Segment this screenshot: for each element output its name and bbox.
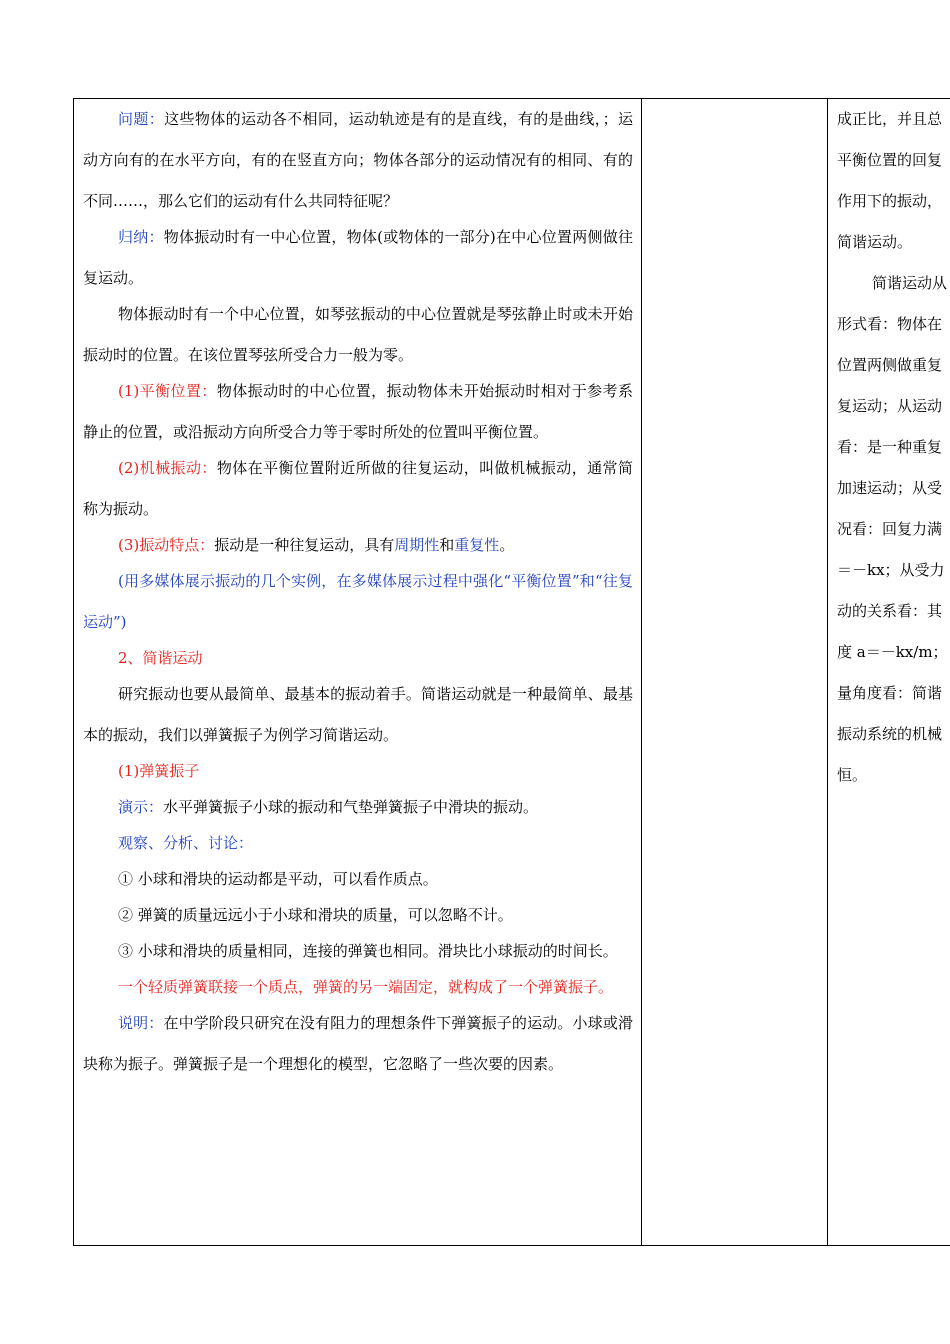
lesson-table bbox=[73, 98, 950, 1246]
summary-line: 看：是一种重复 bbox=[837, 438, 943, 456]
summary-line: 动的关系看：其 bbox=[837, 602, 943, 620]
study-intro-paragraph: 研究振动也要从最简单、最基本的振动着手。简谐运动就是一种最简单、最基本的振动，我们以弹簧振子为例学习简谐运动。 bbox=[83, 685, 633, 744]
summary-line: 况看：回复力满 bbox=[837, 520, 943, 538]
teaching-content-column bbox=[83, 99, 633, 1085]
question-label: 问题： bbox=[118, 110, 165, 128]
column-divider-1 bbox=[641, 99, 642, 1245]
summary-line: 振动系统的机械 bbox=[837, 725, 943, 743]
summary-line: 加速运动；从受 bbox=[837, 479, 943, 497]
section-heading-simple-harmonic: 2、简谐运动 bbox=[118, 649, 203, 667]
summary-line: 形式看：物体在 bbox=[837, 315, 943, 333]
column-divider-2 bbox=[827, 99, 828, 1245]
question-paragraph: 问题：这些物体的运动各不相同，运动轨迹是有的是直线，有的是曲线，；运动方向有的在水平方向，有的在竖直方向；物体各部分的运动情况有的相同、有的不同……，那么它们的运动有什么共同特征呢？ bbox=[83, 110, 633, 210]
mechanical-vibration-label: (2)机械振动： bbox=[118, 459, 217, 477]
equilibrium-label: (1)平衡位置： bbox=[118, 382, 217, 400]
explanation-label: 说明： bbox=[118, 1014, 164, 1032]
subheading-spring-oscillator: (1)弹簧振子 bbox=[118, 762, 200, 780]
observation-item-1: ① 小球和滑块的运动都是平动，可以看作质点。 bbox=[118, 870, 438, 888]
mechanical-vibration-definition: (2)机械振动：物体在平衡位置附近所做的往复运动，叫做机械振动，通常简称为振动。 bbox=[83, 459, 633, 518]
summary-line: 恒。 bbox=[837, 766, 868, 784]
term-periodicity: 周期性 bbox=[394, 536, 440, 554]
center-position-paragraph: 物体振动时有一个中心位置，如琴弦振动的中心位置就是琴弦静止时或未开始振动时的位置。在该位置琴弦所受合力一般为零。 bbox=[83, 305, 633, 364]
multimedia-note: (用多媒体展示振动的几个实例，在多媒体展示过程中强化“平衡位置”和“往复运动”) bbox=[83, 572, 633, 631]
summary-line: 复运动；从运动 bbox=[837, 397, 943, 415]
summary-paragraph: 归纳：物体振动时有一中心位置，物体(或物体的一部分)在中心位置两侧做往复运动。 bbox=[83, 228, 633, 287]
summary-line: 平衡位置的回复 bbox=[837, 151, 943, 169]
summary-label: 归纳： bbox=[118, 228, 164, 246]
demo-paragraph: 演示：水平弹簧振子小球的振动和气垫弹簧振子中滑块的振动。 bbox=[118, 798, 539, 816]
summary-line: 成正比，并且总 bbox=[837, 110, 943, 128]
summary-line: 作用下的振动， bbox=[837, 192, 943, 210]
summary-column bbox=[837, 99, 950, 796]
summary-line: 度 a＝－kx/m； bbox=[837, 643, 948, 661]
summary-line: 简谐运动。 bbox=[837, 233, 913, 251]
observation-item-3: ③ 小球和滑块的质量相同，连接的弹簧也相同。滑块比小球振动的时间长。 bbox=[118, 942, 618, 960]
equilibrium-definition: (1)平衡位置：物体振动时的中心位置，振动物体未开始振动时相对于参考系静止的位置，或沿振动方向所受合力等于零时所处的位置叫平衡位置。 bbox=[83, 382, 633, 441]
observation-item-2: ② 弹簧的质量远远小于小球和滑块的质量，可以忽略不计。 bbox=[118, 906, 513, 924]
summary-line: 量角度看：简谐 bbox=[837, 684, 943, 702]
vibration-features: (3)振动特点：振动是一种往复运动，具有周期性和重复性。 bbox=[118, 536, 515, 554]
demo-label: 演示： bbox=[118, 798, 164, 816]
explanation-paragraph: 说明：在中学阶段只研究在没有阻力的理想条件下弹簧振子的运动。小球或滑块称为振子。弹簧振子是一个理想化的模型，它忽略了一些次要的因素。 bbox=[83, 1014, 633, 1073]
vibration-features-label: (3)振动特点： bbox=[118, 536, 215, 554]
spring-oscillator-definition: 一个轻质弹簧联接一个质点，弹簧的另一端固定，就构成了一个弹簧振子。 bbox=[118, 978, 614, 996]
summary-line: ＝－kx；从受力 bbox=[837, 561, 945, 579]
discussion-heading: 观察、分析、讨论： bbox=[118, 834, 254, 852]
summary-line: 简谐运动从 bbox=[872, 274, 948, 292]
term-repetitiveness: 重复性 bbox=[454, 536, 500, 554]
summary-line: 位置两侧做重复 bbox=[837, 356, 943, 374]
